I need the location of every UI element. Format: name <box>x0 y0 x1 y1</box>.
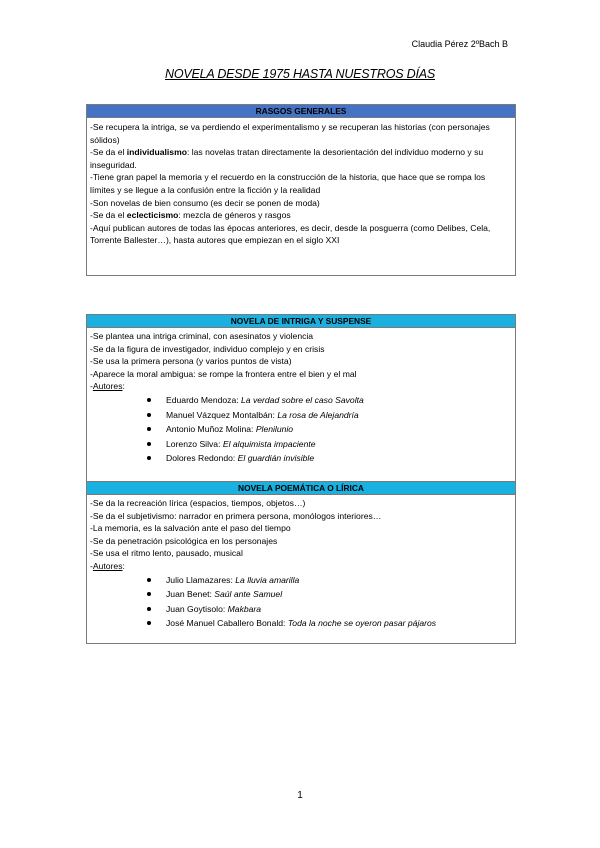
rasgo-line: -Se da el individualismo: las novelas tratan directamente la desorientación del individuo moderno y su inseguridad. <box>90 147 484 170</box>
page-number: 1 <box>297 790 303 801</box>
rasgo-line: -Tiene gran papel la memoria y el recuerdo en la construcción de la historia, que hace que se rompa los límites y se llegue a la confusión entre la ficción y la realidad <box>90 172 486 195</box>
author-item: Julio Llamazares: La lluvia amarilla <box>147 573 512 588</box>
bullet-icon <box>147 578 151 582</box>
poematica-line: -La memoria, es la salvación ante el paso del tiempo <box>90 523 291 534</box>
bullet-icon <box>147 413 151 417</box>
bullet-icon <box>147 607 151 611</box>
poematica-heading: NOVELA POEMÁTICA O LÍRICA <box>87 482 515 495</box>
bullet-icon <box>147 456 151 460</box>
bullet-icon <box>147 442 151 446</box>
poematica-author-list <box>90 573 512 631</box>
bullet-icon <box>147 621 151 625</box>
intriga-autores-label: -Autores: <box>90 381 125 392</box>
author-item: Juan Benet: Saúl ante Samuel <box>147 587 512 602</box>
rasgos-generales-heading: RASGOS GENERALES <box>87 105 515 118</box>
poematica-line: -Se da penetración psicológica en los personajes <box>90 535 278 546</box>
author-item: Antonio Muñoz Molina: Plenilunio <box>147 422 512 437</box>
rasgo-line: -Se da el eclecticismo: mezcla de géneros y rasgos <box>90 210 291 221</box>
intriga-author-list <box>90 393 512 466</box>
poematica-line: -Se da la recreación lírica (espacios, tiempos, objetos…) <box>90 498 306 508</box>
intriga-line: -Aparece la moral ambigua: se rompe la frontera entre el bien y el mal <box>90 368 357 379</box>
rasgos-generales-box <box>86 104 516 276</box>
author-item: Eduardo Mendoza: La verdad sobre el caso Savolta <box>147 393 512 408</box>
author-item: Dolores Redondo: El guardián invisible <box>147 451 512 466</box>
poematica-line: -Se usa el ritmo lento, pausado, musical <box>90 548 243 559</box>
subgenres-box <box>86 314 516 644</box>
rasgo-line: -Se recupera la intriga, se va perdiendo el experimentalismo y se recuperan las historias (con personajes sólidos) <box>90 122 490 145</box>
bullet-icon <box>147 592 151 596</box>
author-item: Manuel Vázquez Montalbán: La rosa de Alejandría <box>147 408 512 423</box>
intriga-line: -Se da la figura de investigador, individuo complejo y en crisis <box>90 343 325 354</box>
header-author: Claudia Pérez 2ºBach B <box>411 39 508 49</box>
intriga-heading: NOVELA DE INTRIGA Y SUSPENSE <box>87 315 515 328</box>
rasgo-line: -Son novelas de bien consumo (es decir se ponen de moda) <box>90 197 320 208</box>
author-item: José Manuel Caballero Bonald: Toda la noche se oyeron pasar pájaros <box>147 616 512 631</box>
poematica-autores-label: -Autores: <box>90 560 125 571</box>
intriga-line: -Se plantea una intriga criminal, con asesinatos y violencia <box>90 331 314 341</box>
poematica-line: -Se da el subjetivismo: narrador en primera persona, monólogos interiores… <box>90 510 382 521</box>
intriga-line: -Se usa la primera persona (y varios puntos de vista) <box>90 356 292 367</box>
rasgo-line: -Aquí publican autores de todas las épocas anteriores, es decir, desde la posguerra (como Delibes, Cela, Torrente Ballester…), hasta autores que empiezan en el siglo XXI <box>90 222 491 246</box>
document-title: NOVELA DESDE 1975 HASTA NUESTROS DÍAS <box>165 67 435 81</box>
author-item: Lorenzo Silva: El alquimista impaciente <box>147 437 512 452</box>
author-item: Juan Goytisolo: Makbara <box>147 602 512 617</box>
bullet-icon <box>147 427 151 431</box>
bullet-icon <box>147 398 151 402</box>
